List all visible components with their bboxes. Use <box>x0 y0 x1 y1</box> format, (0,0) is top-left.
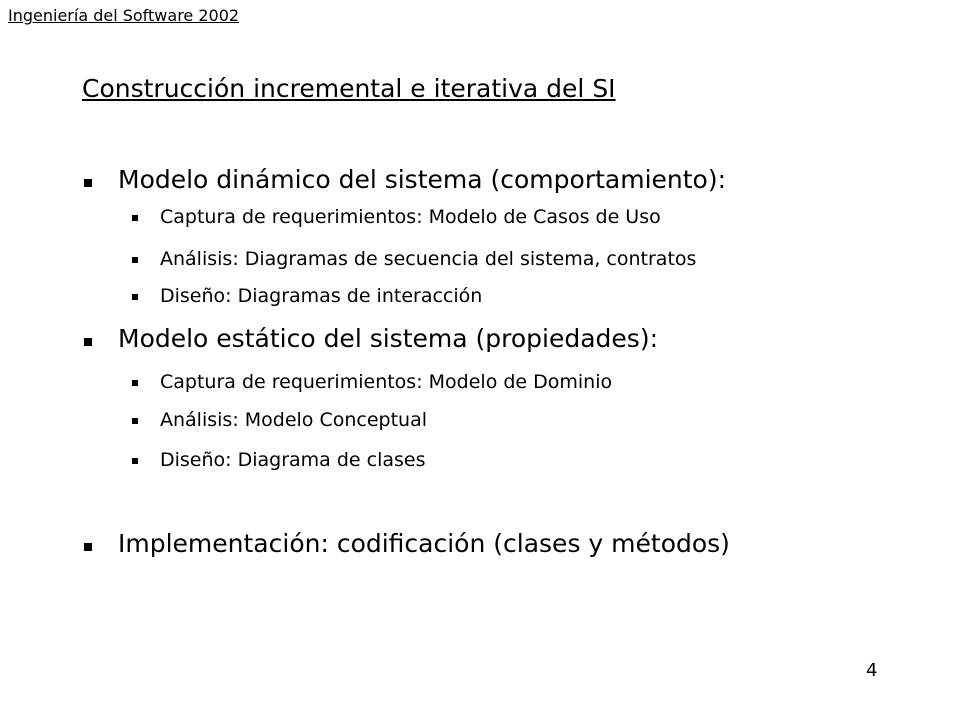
sub-bullet-text: Diseño: Diagramas de interacción <box>160 285 483 307</box>
sub-bullet-text: Diseño: Diagrama de clases <box>160 449 426 471</box>
square-bullet-icon <box>84 543 92 551</box>
sub-bullet-item-conceptual-model <box>130 409 427 431</box>
sub-bullet-text: Análisis: Modelo Conceptual <box>160 409 428 431</box>
sub-bullet-text: Captura de requerimientos: Modelo de Dominio <box>160 371 613 393</box>
sub-bullet-text: Captura de requerimientos: Modelo de Casos de Uso <box>160 206 661 228</box>
bullet-item-static-model <box>82 324 658 353</box>
page-number: 4 <box>866 660 878 681</box>
slide-title: Construcción incremental e iterativa del SI <box>82 74 616 103</box>
bullet-item-implementation <box>82 529 730 558</box>
square-bullet-icon <box>84 179 92 187</box>
sub-bullet-item-use-cases <box>130 206 661 228</box>
sub-bullet-text: Análisis: Diagramas de secuencia del sistema, contratos <box>160 248 697 270</box>
square-bullet-icon <box>132 215 138 221</box>
bullet-text: Modelo estático del sistema (propiedades): <box>118 324 658 353</box>
course-header: Ingeniería del Software 2002 <box>8 6 240 25</box>
square-bullet-icon <box>132 418 138 424</box>
bullet-text: Implementación: codificación (clases y métodos) <box>118 529 730 558</box>
square-bullet-icon <box>132 257 138 263</box>
square-bullet-icon <box>84 338 92 346</box>
bullet-item-dynamic-model <box>82 165 726 194</box>
square-bullet-icon <box>132 380 138 386</box>
square-bullet-icon <box>132 294 138 300</box>
bullet-text: Modelo dinámico del sistema (comportamiento): <box>118 165 727 194</box>
sub-bullet-item-class-diagram <box>130 449 426 471</box>
sub-bullet-item-domain-model <box>130 371 612 393</box>
sub-bullet-item-sequence-diagrams <box>130 248 696 270</box>
square-bullet-icon <box>132 458 138 464</box>
sub-bullet-item-interaction-diagrams <box>130 285 482 307</box>
